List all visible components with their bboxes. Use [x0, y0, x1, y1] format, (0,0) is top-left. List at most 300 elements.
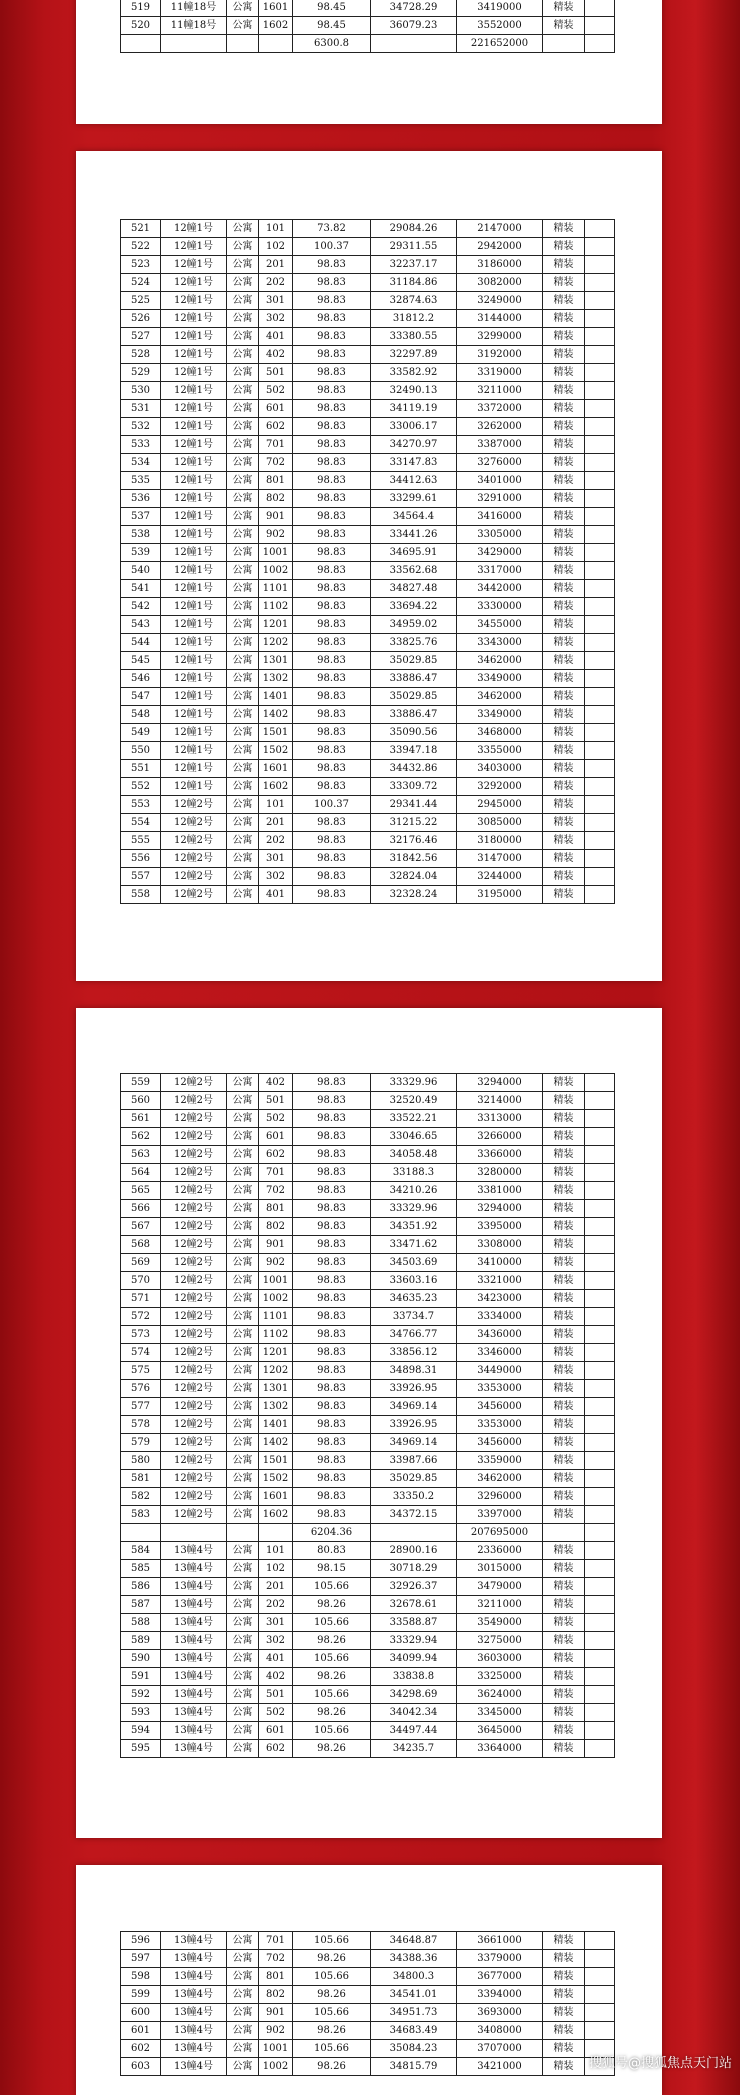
cell-unit-price: 32490.13 [371, 382, 457, 400]
cell-area: 98.83 [293, 310, 371, 328]
cell-unit-price: 34564.4 [371, 508, 457, 526]
cell-property-type: 公寓 [227, 580, 259, 598]
cell-building-unit: 12幢2号 [161, 832, 227, 850]
cell-total-price: 3693000 [457, 2004, 543, 2022]
cell-decoration: 精装 [543, 436, 585, 454]
document-page-3 [76, 1008, 662, 1838]
cell-room-no: 1602 [259, 778, 293, 796]
cell-remark [585, 2022, 615, 2040]
cell-unit-price: 31184.86 [371, 274, 457, 292]
cell-decoration: 精装 [543, 2004, 585, 2022]
cell-decoration: 精装 [543, 742, 585, 760]
cell-building-unit: 13幢4号 [161, 2004, 227, 2022]
cell-property-type: 公寓 [227, 274, 259, 292]
cell-building-unit: 12幢2号 [161, 1488, 227, 1506]
cell-building-unit: 12幢1号 [161, 400, 227, 418]
cell-unit-price: 32520.49 [371, 1092, 457, 1110]
cell-total-price: 3249000 [457, 292, 543, 310]
cell-room-no: 101 [259, 220, 293, 238]
cell-unit-price: 34827.48 [371, 580, 457, 598]
cell-row-no: 549 [121, 724, 161, 742]
cell-room-no: 1502 [259, 742, 293, 760]
cell-unit-price: 34969.14 [371, 1398, 457, 1416]
cell-property-type: 公寓 [227, 1932, 259, 1950]
cell-decoration: 精装 [543, 1362, 585, 1380]
cell-remark [585, 1200, 615, 1218]
cell-area: 98.83 [293, 418, 371, 436]
cell-unit-price [371, 35, 457, 53]
cell-row-no: 572 [121, 1308, 161, 1326]
cell-property-type: 公寓 [227, 814, 259, 832]
cell-decoration: 精装 [543, 418, 585, 436]
cell-building-unit: 12幢1号 [161, 490, 227, 508]
cell-decoration: 精装 [543, 1254, 585, 1272]
cell-building-unit: 12幢2号 [161, 1254, 227, 1272]
cell-room-no: 902 [259, 2022, 293, 2040]
table-row [121, 1074, 615, 1092]
cell-room-no: 302 [259, 310, 293, 328]
cell-unit-price: 33562.68 [371, 562, 457, 580]
cell-total-price: 3416000 [457, 508, 543, 526]
cell-row-no: 558 [121, 886, 161, 904]
cell-row-no: 561 [121, 1110, 161, 1128]
cell-unit-price: 34210.26 [371, 1182, 457, 1200]
cell-unit-price: 29084.26 [371, 220, 457, 238]
cell-room-no: 901 [259, 2004, 293, 2022]
cell-area: 73.82 [293, 220, 371, 238]
table-row [121, 1950, 615, 1968]
cell-property-type: 公寓 [227, 1650, 259, 1668]
cell-remark [585, 382, 615, 400]
table-row [121, 1254, 615, 1272]
cell-unit-price: 34235.7 [371, 1740, 457, 1758]
cell-decoration: 精装 [543, 1110, 585, 1128]
cell-row-no: 557 [121, 868, 161, 886]
cell-decoration: 精装 [543, 364, 585, 382]
cell-row-no: 548 [121, 706, 161, 724]
cell-total-price: 3292000 [457, 778, 543, 796]
cell-unit-price: 35029.85 [371, 688, 457, 706]
cell-room-no: 201 [259, 256, 293, 274]
cell-unit-price: 33603.16 [371, 1272, 457, 1290]
cell-row-no: 543 [121, 616, 161, 634]
cell-decoration: 精装 [543, 256, 585, 274]
cell-building-unit: 12幢1号 [161, 346, 227, 364]
cell-row-no: 602 [121, 2040, 161, 2058]
cell-unit-price: 33006.17 [371, 418, 457, 436]
cell-property-type: 公寓 [227, 1182, 259, 1200]
cell-building-unit: 12幢1号 [161, 760, 227, 778]
cell-property-type: 公寓 [227, 2058, 259, 2076]
cell-property-type: 公寓 [227, 1146, 259, 1164]
cell-property-type [227, 35, 259, 53]
cell-building-unit: 12幢1号 [161, 310, 227, 328]
cell-total-price: 3325000 [457, 1668, 543, 1686]
cell-area: 98.83 [293, 868, 371, 886]
cell-building-unit: 12幢1号 [161, 418, 227, 436]
cell-room-no: 801 [259, 472, 293, 490]
table-row [121, 706, 615, 724]
cell-building-unit: 12幢2号 [161, 1452, 227, 1470]
cell-area: 98.83 [293, 598, 371, 616]
cell-property-type: 公寓 [227, 1074, 259, 1092]
cell-row-no: 552 [121, 778, 161, 796]
cell-area: 105.66 [293, 1932, 371, 1950]
cell-remark [585, 1740, 615, 1758]
cell-row-no: 582 [121, 1488, 161, 1506]
cell-area: 98.26 [293, 1632, 371, 1650]
cell-property-type: 公寓 [227, 544, 259, 562]
cell-area: 98.83 [293, 580, 371, 598]
cell-decoration: 精装 [543, 400, 585, 418]
cell-room-no: 802 [259, 1986, 293, 2004]
cell-decoration: 精装 [543, 562, 585, 580]
cell-total-price: 3462000 [457, 1470, 543, 1488]
table-row [121, 886, 615, 904]
cell-row-no: 584 [121, 1542, 161, 1560]
table-row [121, 1650, 615, 1668]
table-row [121, 1932, 615, 1950]
cell-unit-price: 33582.92 [371, 364, 457, 382]
cell-room-no: 702 [259, 1950, 293, 1968]
cell-area: 98.83 [293, 832, 371, 850]
cell-room-no: 301 [259, 850, 293, 868]
cell-decoration: 精装 [543, 1146, 585, 1164]
cell-total-price: 3266000 [457, 1128, 543, 1146]
cell-building-unit: 12幢2号 [161, 868, 227, 886]
cell-total-price: 3462000 [457, 688, 543, 706]
cell-row-no: 534 [121, 454, 161, 472]
cell-row-no: 535 [121, 472, 161, 490]
cell-room-no: 1202 [259, 634, 293, 652]
cell-total-price: 3359000 [457, 1452, 543, 1470]
cell-decoration: 精装 [543, 868, 585, 886]
cell-total-price: 3462000 [457, 652, 543, 670]
cell-decoration: 精装 [543, 1164, 585, 1182]
cell-decoration: 精装 [543, 1380, 585, 1398]
cell-row-no: 603 [121, 2058, 161, 2076]
cell-unit-price: 32678.61 [371, 1596, 457, 1614]
cell-property-type: 公寓 [227, 0, 259, 17]
cell-decoration: 精装 [543, 382, 585, 400]
cell-total-price: 3479000 [457, 1578, 543, 1596]
cell-decoration: 精装 [543, 1740, 585, 1758]
cell-area: 98.83 [293, 1218, 371, 1236]
cell-remark [585, 562, 615, 580]
cell-property-type: 公寓 [227, 562, 259, 580]
cell-building-unit: 12幢1号 [161, 364, 227, 382]
cell-unit-price: 34042.34 [371, 1704, 457, 1722]
cell-decoration: 精装 [543, 1218, 585, 1236]
cell-row-no: 563 [121, 1146, 161, 1164]
cell-remark [585, 472, 615, 490]
table-row [121, 2058, 615, 2076]
cell-property-type: 公寓 [227, 652, 259, 670]
cell-room-no: 1101 [259, 1308, 293, 1326]
cell-row-no: 546 [121, 670, 161, 688]
cell-decoration: 精装 [543, 670, 585, 688]
cell-property-type: 公寓 [227, 454, 259, 472]
cell-total-price: 3395000 [457, 1218, 543, 1236]
cell-unit-price: 34412.63 [371, 472, 457, 490]
cell-property-type: 公寓 [227, 868, 259, 886]
cell-row-no: 520 [121, 17, 161, 35]
cell-decoration: 精装 [543, 1488, 585, 1506]
cell-area: 98.83 [293, 454, 371, 472]
cell-area: 80.83 [293, 1542, 371, 1560]
cell-unit-price: 33299.61 [371, 490, 457, 508]
cell-remark [585, 1344, 615, 1362]
cell-remark [585, 0, 615, 17]
table-row [121, 1200, 615, 1218]
table-row [121, 2040, 615, 2058]
cell-area: 98.83 [293, 1128, 371, 1146]
cell-remark [585, 1596, 615, 1614]
cell-area: 98.83 [293, 1344, 371, 1362]
cell-decoration: 精装 [543, 796, 585, 814]
cell-unit-price: 34898.31 [371, 1362, 457, 1380]
cell-decoration: 精装 [543, 1326, 585, 1344]
cell-total-price: 3429000 [457, 544, 543, 562]
cell-unit-price: 34099.94 [371, 1650, 457, 1668]
cell-property-type: 公寓 [227, 346, 259, 364]
table-row [121, 832, 615, 850]
cell-area: 105.66 [293, 1614, 371, 1632]
cell-remark [585, 1164, 615, 1182]
table-row [121, 1128, 615, 1146]
cell-area: 98.83 [293, 274, 371, 292]
cell-decoration: 精装 [543, 1344, 585, 1362]
cell-total-price: 3313000 [457, 1110, 543, 1128]
cell-property-type: 公寓 [227, 1452, 259, 1470]
cell-row-no: 576 [121, 1380, 161, 1398]
cell-area: 98.83 [293, 670, 371, 688]
cell-building-unit: 12幢2号 [161, 1344, 227, 1362]
cell-remark [585, 1182, 615, 1200]
table-row [121, 1452, 615, 1470]
cell-row-no: 555 [121, 832, 161, 850]
cell-remark [585, 1092, 615, 1110]
table-row [121, 1362, 615, 1380]
cell-area: 98.26 [293, 2058, 371, 2076]
cell-property-type: 公寓 [227, 364, 259, 382]
cell-decoration: 精装 [543, 1290, 585, 1308]
cell-remark [585, 508, 615, 526]
cell-decoration: 精装 [543, 1722, 585, 1740]
cell-property-type: 公寓 [227, 418, 259, 436]
table-row [121, 2004, 615, 2022]
cell-decoration: 精装 [543, 472, 585, 490]
table-row [121, 778, 615, 796]
cell-remark [585, 310, 615, 328]
cell-row-no: 568 [121, 1236, 161, 1254]
cell-building-unit: 12幢2号 [161, 1380, 227, 1398]
cell-unit-price: 33329.96 [371, 1200, 457, 1218]
cell-total-price: 3353000 [457, 1380, 543, 1398]
cell-room-no: 301 [259, 1614, 293, 1632]
cell-unit-price: 33734.7 [371, 1308, 457, 1326]
cell-decoration: 精装 [543, 1182, 585, 1200]
cell-property-type: 公寓 [227, 220, 259, 238]
cell-area: 98.83 [293, 1398, 371, 1416]
cell-unit-price: 29311.55 [371, 238, 457, 256]
cell-decoration: 精装 [543, 274, 585, 292]
cell-row-no: 536 [121, 490, 161, 508]
cell-room-no: 502 [259, 1704, 293, 1722]
cell-remark [585, 1452, 615, 1470]
cell-property-type: 公寓 [227, 17, 259, 35]
cell-property-type: 公寓 [227, 400, 259, 418]
cell-room-no: 1401 [259, 688, 293, 706]
table-row [121, 1686, 615, 1704]
cell-total-price: 3345000 [457, 1704, 543, 1722]
cell-decoration: 精装 [543, 688, 585, 706]
cell-row-no: 530 [121, 382, 161, 400]
cell-total-price: 3456000 [457, 1434, 543, 1452]
cell-decoration: 精装 [543, 1398, 585, 1416]
cell-property-type: 公寓 [227, 328, 259, 346]
table-row [121, 274, 615, 292]
cell-room-no: 501 [259, 364, 293, 382]
cell-area: 98.83 [293, 1182, 371, 1200]
table-row [121, 508, 615, 526]
cell-property-type: 公寓 [227, 670, 259, 688]
cell-unit-price: 34969.14 [371, 1434, 457, 1452]
price-table-3 [120, 1073, 615, 1758]
cell-room-no: 1502 [259, 1470, 293, 1488]
table-row [121, 364, 615, 382]
cell-total-price: 3410000 [457, 1254, 543, 1272]
cell-unit-price: 34766.77 [371, 1326, 457, 1344]
cell-building-unit: 13幢4号 [161, 1542, 227, 1560]
cell-total-price: 3449000 [457, 1362, 543, 1380]
cell-building-unit: 13幢4号 [161, 2058, 227, 2076]
cell-total-price: 3436000 [457, 1326, 543, 1344]
cell-property-type: 公寓 [227, 1254, 259, 1272]
cell-area: 98.83 [293, 616, 371, 634]
cell-total-price: 3423000 [457, 1290, 543, 1308]
cell-room-no: 701 [259, 436, 293, 454]
cell-unit-price: 34635.23 [371, 1290, 457, 1308]
cell-property-type: 公寓 [227, 724, 259, 742]
cell-building-unit: 12幢2号 [161, 1434, 227, 1452]
cell-total-price: 3381000 [457, 1182, 543, 1200]
cell-unit-price: 33522.21 [371, 1110, 457, 1128]
cell-property-type: 公寓 [227, 1596, 259, 1614]
cell-building-unit: 13幢4号 [161, 1722, 227, 1740]
cell-total-price: 3394000 [457, 1986, 543, 2004]
cell-remark [585, 1650, 615, 1668]
cell-total-price: 3211000 [457, 382, 543, 400]
cell-unit-price: 34683.49 [371, 2022, 457, 2040]
cell-decoration: 精装 [543, 1986, 585, 2004]
cell-row-no: 578 [121, 1416, 161, 1434]
cell-room-no: 302 [259, 1632, 293, 1650]
cell-row-no: 583 [121, 1506, 161, 1524]
cell-building-unit: 13幢4号 [161, 1950, 227, 1968]
cell-building-unit: 12幢1号 [161, 508, 227, 526]
cell-decoration: 精装 [543, 1128, 585, 1146]
cell-row-no: 533 [121, 436, 161, 454]
cell-row-no: 544 [121, 634, 161, 652]
cell-area: 98.83 [293, 652, 371, 670]
cell-area: 98.83 [293, 1200, 371, 1218]
cell-remark [585, 850, 615, 868]
cell-remark [585, 292, 615, 310]
table-row [121, 0, 615, 17]
cell-decoration: 精装 [543, 760, 585, 778]
cell-property-type: 公寓 [227, 1704, 259, 1722]
cell-total-price: 3144000 [457, 310, 543, 328]
cell-remark [585, 35, 615, 53]
cell-unit-price: 34058.48 [371, 1146, 457, 1164]
cell-row-no: 532 [121, 418, 161, 436]
cell-total-price: 3308000 [457, 1236, 543, 1254]
cell-room-no: 801 [259, 1200, 293, 1218]
cell-property-type: 公寓 [227, 1950, 259, 1968]
cell-total-price: 3401000 [457, 472, 543, 490]
cell-room-no: 601 [259, 1128, 293, 1146]
cell-remark [585, 1632, 615, 1650]
table-row [121, 1272, 615, 1290]
cell-area: 105.66 [293, 1722, 371, 1740]
cell-remark [585, 328, 615, 346]
cell-remark [585, 274, 615, 292]
cell-total-price: 3379000 [457, 1950, 543, 1968]
cell-total-price: 3456000 [457, 1398, 543, 1416]
cell-row-no: 519 [121, 0, 161, 17]
cell-property-type: 公寓 [227, 1722, 259, 1740]
cell-remark [585, 1398, 615, 1416]
cell-area: 98.83 [293, 490, 371, 508]
cell-total-price: 3661000 [457, 1932, 543, 1950]
cell-remark [585, 1950, 615, 1968]
cell-total-price: 3353000 [457, 1416, 543, 1434]
cell-unit-price [371, 1524, 457, 1542]
document-page-1 [76, 0, 662, 124]
cell-row-no: 522 [121, 238, 161, 256]
cell-building-unit: 13幢4号 [161, 1740, 227, 1758]
cell-total-price: 3349000 [457, 706, 543, 724]
cell-building-unit: 12幢2号 [161, 886, 227, 904]
cell-total-price: 3364000 [457, 1740, 543, 1758]
cell-total-price: 3346000 [457, 1344, 543, 1362]
cell-row-no: 574 [121, 1344, 161, 1362]
table-row [121, 1416, 615, 1434]
cell-area: 105.66 [293, 2004, 371, 2022]
cell-remark [585, 17, 615, 35]
cell-property-type: 公寓 [227, 1506, 259, 1524]
cell-total-price: 3275000 [457, 1632, 543, 1650]
cell-property-type: 公寓 [227, 1686, 259, 1704]
cell-remark [585, 1254, 615, 1272]
cell-decoration: 精装 [543, 850, 585, 868]
table-row [121, 220, 615, 238]
cell-unit-price: 34497.44 [371, 1722, 457, 1740]
cell-property-type: 公寓 [227, 526, 259, 544]
cell-total-price: 3262000 [457, 418, 543, 436]
cell-property-type: 公寓 [227, 2040, 259, 2058]
table-row [121, 1110, 615, 1128]
cell-property-type: 公寓 [227, 1110, 259, 1128]
cell-total-price: 3468000 [457, 724, 543, 742]
cell-row-no: 579 [121, 1434, 161, 1452]
table-row [121, 1326, 615, 1344]
cell-room-no: 1201 [259, 616, 293, 634]
cell-remark [585, 1614, 615, 1632]
cell-area: 98.83 [293, 850, 371, 868]
cell-area: 98.83 [293, 526, 371, 544]
